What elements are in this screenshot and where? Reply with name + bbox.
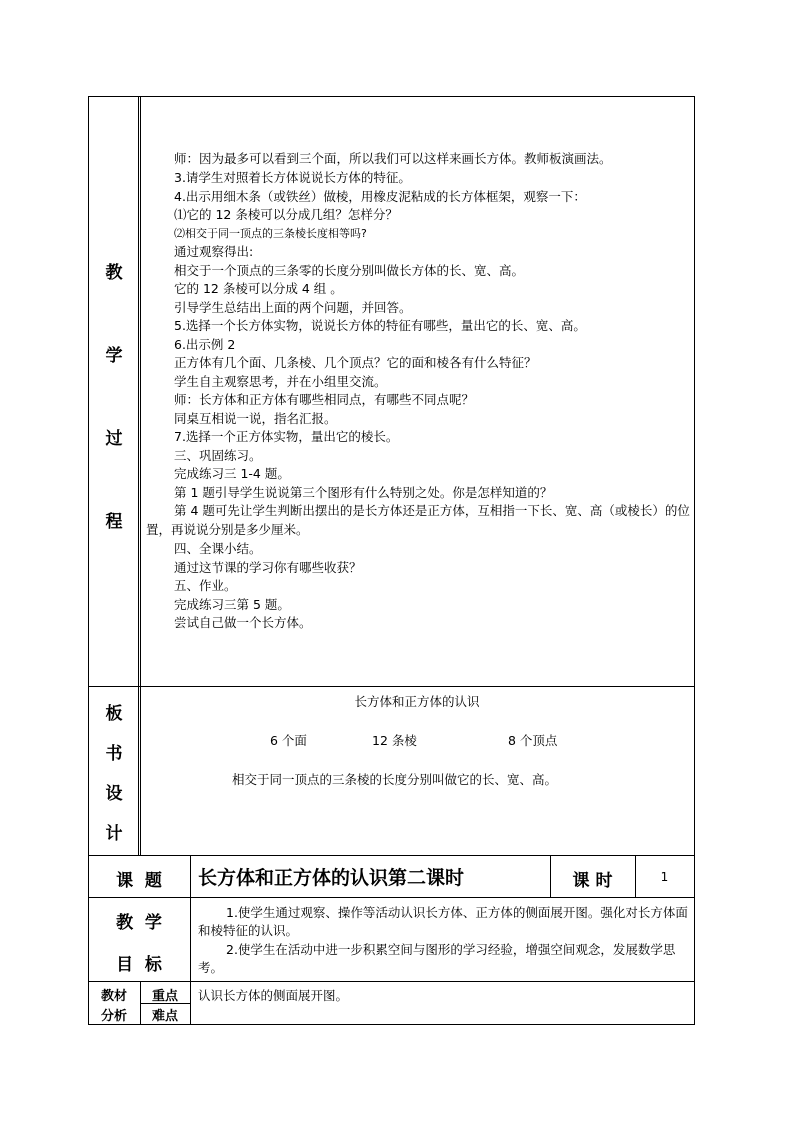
process-line: 6.出示例 2 — [174, 337, 236, 352]
process-label-char-2: 学 — [105, 346, 123, 366]
board-title: 长方体和正方体的认识 — [354, 694, 480, 709]
board-label-char-4: 计 — [105, 824, 123, 844]
process-line: 5.选择一个长方体实物，说说长方体的特征有哪些，量出它的长、宽、高。 — [174, 318, 586, 333]
process-line: 通过这节课的学习你有哪些收获？ — [174, 560, 362, 575]
objectives-label-top: 教 学 — [116, 913, 162, 933]
board-summary: 相交于同一顶点的三条棱的长度分别叫做它的长、宽、高。 — [232, 772, 558, 787]
process-line: 师：因为最多可以看到三个面，所以我们可以这样来画长方体。教师板演画法。 — [174, 151, 612, 166]
topic-label: 课 题 — [116, 871, 162, 891]
difficulty-label: 难点 — [151, 1009, 178, 1024]
process-line: 它的 12 条棱可以分成 4 组 。 — [174, 281, 343, 296]
key-point-content: 认识长方体的侧面展开图。 — [198, 988, 349, 1003]
process-line: 完成练习三 1-4 题。 — [174, 466, 290, 481]
process-line: 3.请学生对照着长方体说说长方体的特征。 — [174, 170, 411, 185]
process-line: ⑴它的 12 条棱可以分成几组？怎样分？ — [174, 207, 398, 222]
board-label-char-3: 设 — [105, 784, 123, 804]
process-line: 4.出示用细木条（或铁丝）做棱，用橡皮泥粘成的长方体框架，观察一下： — [174, 189, 586, 204]
hours-label: 课 时 — [572, 871, 613, 891]
process-line: 引导学生总结出上面的两个问题，并回答。 — [174, 300, 412, 315]
key-point-label: 重点 — [151, 989, 178, 1004]
board-label-char-1: 板 — [105, 704, 123, 724]
process-line: 尝试自己做一个长方体。 — [174, 615, 312, 630]
topic-title: 长方体和正方体的认识第二课时 — [198, 867, 465, 889]
process-line: 五、作业。 — [174, 578, 237, 593]
process-line: 相交于一个顶点的三条零的长度分别叫做长方体的长、宽、高。 — [174, 263, 525, 278]
board-edges: 12 条棱 — [372, 733, 417, 748]
process-line: 正方体有几个面、几条棱、几个顶点？它的面和棱各有什么特征？ — [174, 355, 537, 370]
board-label-char-2: 书 — [105, 744, 123, 764]
process-label-char-3: 过 — [105, 429, 123, 449]
objectives-label-bottom: 目 标 — [116, 955, 162, 975]
process-line: 学生自主观察思考，并在小组里交流。 — [174, 374, 387, 389]
process-line: 四、全课小结。 — [174, 541, 262, 556]
process-line: 第 1 题引导学生说说第三个图形有什么特别之处。你是怎样知道的？ — [174, 485, 553, 500]
process-line: 同桌互相说一说，指名汇报。 — [174, 411, 337, 426]
analysis-label-top: 教材 — [100, 989, 127, 1004]
analysis-label-bottom: 分析 — [100, 1009, 127, 1024]
process-label-char-4: 程 — [105, 512, 123, 532]
process-line: 通过观察得出: — [174, 244, 254, 259]
board-vertices: 8 个顶点 — [508, 733, 558, 748]
objective-item-2: 2.使学生在活动中进一步积累空间与图形的学习经验，增强空间观念，发展数学思考。 — [198, 942, 676, 975]
board-faces: 6 个面 — [270, 733, 307, 748]
process-line: 三、巩固练习。 — [174, 448, 262, 463]
process-line: 师：长方体和正方体有哪些相同点，有哪些不同点呢？ — [174, 392, 475, 407]
process-line: ⑵相交于同一顶点的三条棱长度相等吗? — [174, 227, 367, 240]
hours-value: 1 — [660, 870, 669, 884]
process-label-char-1: 教 — [105, 263, 123, 283]
process-paragraph: 第 4 题可先让学生判断出摆出的是长方体还是正方体，互相指一下长、宽、高（或棱长）的位置，再说说分别是多少厘米。 — [146, 503, 690, 537]
objective-item-1: 1.使学生通过观察、操作等活动认识长方体、正方体的侧面展开图。强化对长方体面和棱特征的认识。 — [198, 905, 688, 938]
process-line: 7.选择一个正方体实物，量出它的棱长。 — [174, 429, 399, 444]
process-line: 完成练习三第 5 题。 — [174, 597, 290, 612]
